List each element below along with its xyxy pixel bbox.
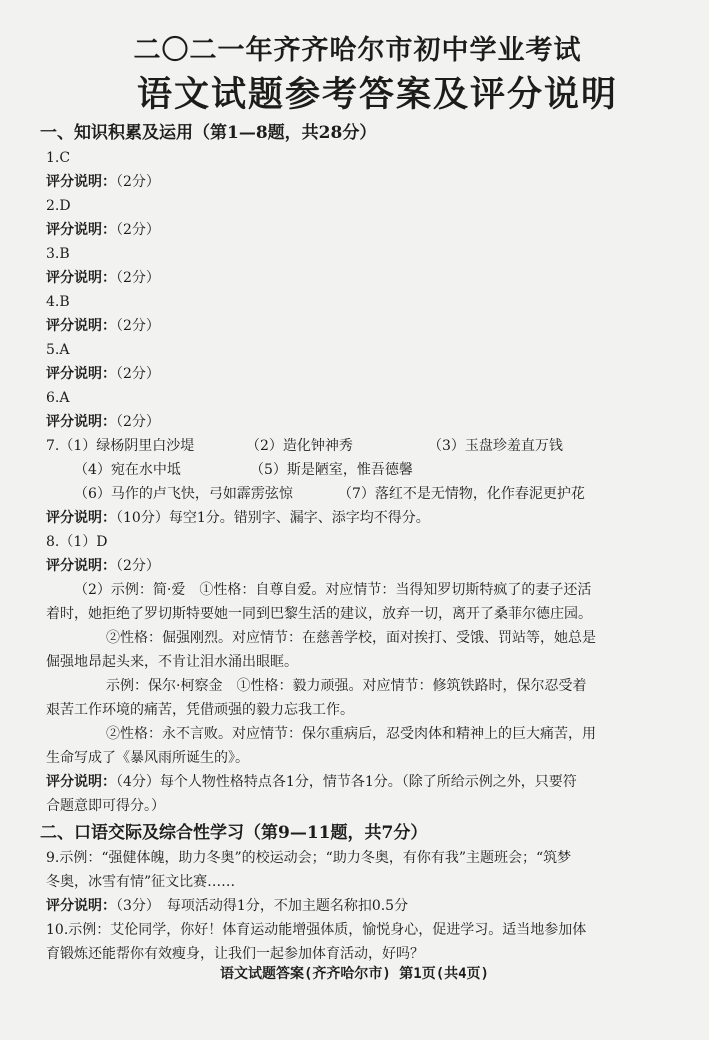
score-line-continued: 合题意即可得分。）	[46, 798, 165, 814]
score-label: 评分说明：	[46, 558, 116, 574]
exam-title: 二〇二一年齐齐哈尔市初中学业考试	[133, 35, 582, 66]
q7-answer-6: （6）马作的卢飞快，弓如霹雳弦惊	[74, 486, 293, 502]
answer-line: 5.A	[46, 342, 70, 358]
q9-line: 9.示例：“强健体魄，助力冬奥”的校运动会；“助力冬奥，有你有我”主题班会；“筑梦	[46, 850, 572, 866]
section1-heading: 一、知识积累及运用（第1—8题，共28分）	[40, 123, 377, 143]
q7-answer-7: （7）落红不是无情物，化作春泥更护花	[338, 486, 585, 502]
score-line	[46, 554, 669, 578]
answer-line: 2.D	[46, 198, 71, 214]
score-label: 评分说明：	[46, 898, 116, 914]
q7-answer-1: 7.（1）绿杨阴里白沙堤	[46, 438, 195, 454]
score-line	[46, 170, 669, 194]
score-label: 评分说明：	[46, 510, 116, 526]
score-label: 评分说明：	[46, 270, 116, 286]
page-footer: 语文试题答案(齐齐哈尔市) 第1页(共4页)	[219, 966, 489, 982]
q7-answer-4: （4）宛在水中坻	[74, 462, 181, 478]
score-value: （2分）	[116, 174, 160, 190]
score-value: （2分）	[116, 414, 160, 430]
section2-heading: 二、口语交际及综合性学习（第9—11题，共7分）	[40, 823, 428, 843]
score-label: 评分说明：	[46, 774, 116, 790]
q8-text-line: 生命写成了《暴风雨所诞生的》。	[46, 750, 249, 766]
q7-answer-5: （5）斯是陋室，惟吾德馨	[250, 462, 413, 478]
score-line	[46, 770, 669, 794]
q7-row-2	[46, 458, 669, 482]
score-line	[46, 266, 669, 290]
q8-text-line: 着时，她拒绝了罗切斯特要她一同到巴黎生活的建议，放弃一切，离开了桑菲尔德庄园。	[46, 606, 592, 622]
q8-text-line: 倔强地昂起头来，不肯让泪水涌出眼眶。	[46, 654, 298, 670]
score-label: 评分说明：	[46, 366, 116, 382]
score-line	[46, 314, 669, 338]
score-line	[46, 410, 669, 434]
score-line	[46, 218, 669, 242]
q8-text-line: （2）示例：简·爱 ①性格：自尊自爱。对应情节：当得知罗切斯特疯了的妻子还活	[74, 582, 592, 598]
score-label: 评分说明：	[46, 222, 116, 238]
score-value: （4分）每个人物性格特点各1分，情节各1分。（除了所给示例之外，只要符	[116, 774, 577, 790]
q7-answer-2: （2）造化钟神秀	[246, 438, 353, 454]
score-label: 评分说明：	[46, 318, 116, 334]
score-value: （10分）每空1分。错别字、漏字、添字均不得分。	[116, 510, 430, 526]
answer-line: 8.（1）D	[46, 534, 108, 550]
q8-text-line: 艰苦工作环境的痛苦，凭借顽强的毅力忘我工作。	[46, 702, 354, 718]
score-label: 评分说明：	[46, 414, 116, 430]
document-title: 语文试题参考答案及评分说明	[136, 74, 618, 115]
score-value: （2分）	[116, 558, 160, 574]
q7-row-3	[46, 482, 669, 506]
answer-line: 6.A	[46, 390, 70, 406]
score-value: （3分） 每项活动得1分，不加主题名称扣0.5分	[116, 898, 409, 914]
q7-row-1	[46, 434, 669, 458]
q9-line: 冬奥，冰雪有情”征文比赛……	[46, 874, 236, 890]
q8-text-line: ②性格：永不言败。对应情节：保尔重病后，忍受肉体和精神上的巨大痛苦，用	[106, 726, 596, 742]
answer-line: 4.B	[46, 294, 70, 310]
score-value: （2分）	[116, 222, 160, 238]
answer-line: 1.C	[46, 150, 71, 166]
score-value: （2分）	[116, 270, 160, 286]
q10-line: 育锻炼还能帮你有效瘦身，让我们一起参加体育活动，好吗？	[46, 946, 424, 962]
q8-text-line: 示例：保尔·柯察金 ①性格：毅力顽强。对应情节：修筑铁路时，保尔忍受着	[106, 678, 587, 694]
score-line	[46, 506, 669, 530]
q8-text-line: ②性格：倔强刚烈。对应情节：在慈善学校，面对挨打、受饿、罚站等，她总是	[106, 630, 596, 646]
score-label: 评分说明：	[46, 174, 116, 190]
score-line	[46, 362, 669, 386]
score-value: （2分）	[116, 318, 160, 334]
score-line	[46, 894, 669, 918]
answer-line: 3.B	[46, 246, 70, 262]
q10-line: 10.示例：艾伦同学，你好！体育运动能增强体质，愉悦身心，促进学习。适当地参加体	[46, 922, 587, 938]
score-value: （2分）	[116, 366, 160, 382]
q7-answer-3: （3）玉盘珍羞直万钱	[428, 438, 563, 454]
